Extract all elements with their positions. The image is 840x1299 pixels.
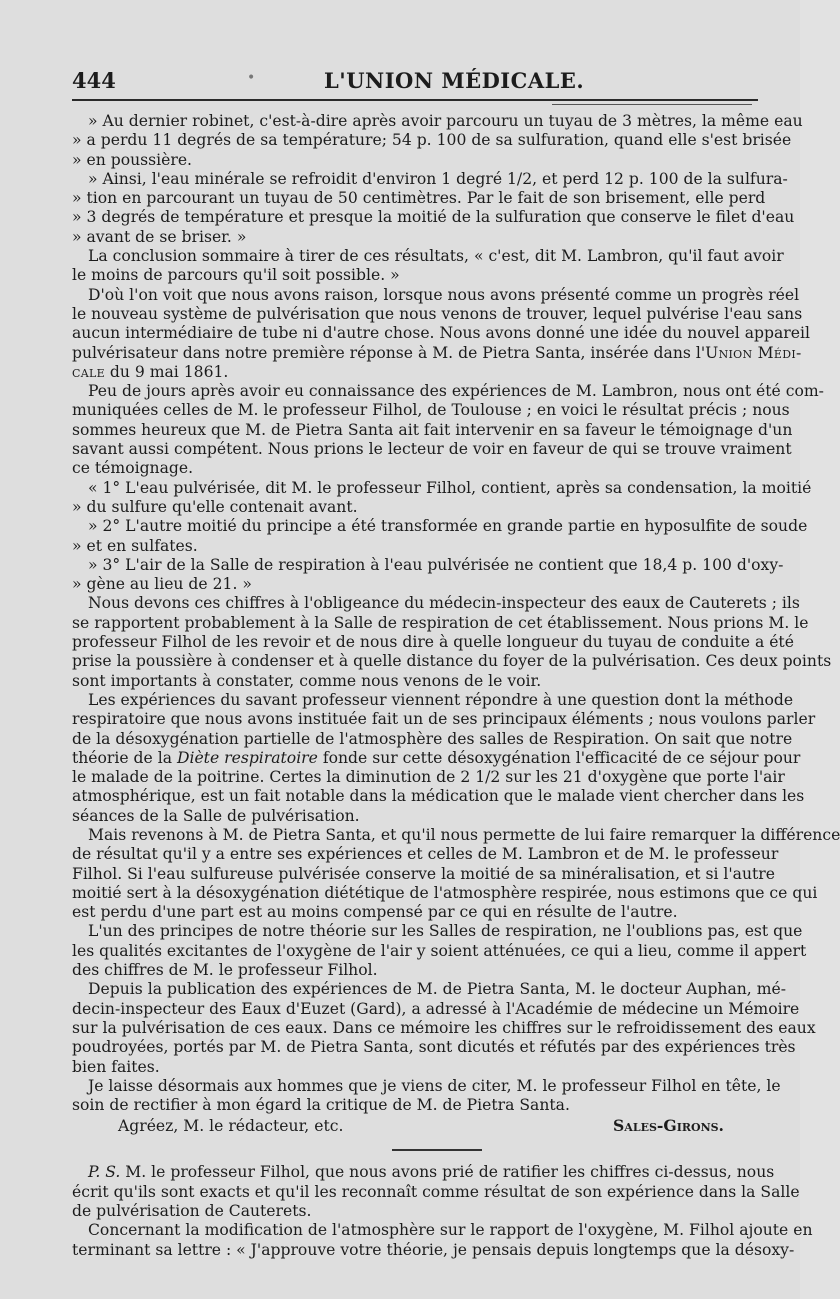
text-line: decin-inspecteur des Eaux d'Euzet (Gard), a adressé à l'Académie de médecine un Mémoire xyxy=(72,999,800,1018)
text-line: le malade de la poitrine. Certes la diminution de 2 1/2 sur les 21 d'oxygène que porte l'air xyxy=(72,768,785,787)
text-line: sur la pulvérisation de ces eaux. Dans ce mémoire les chiffres sur le refroidissement des eaux xyxy=(72,1018,816,1037)
text-line: le moins de parcours qu'il soit possible. » xyxy=(72,266,400,285)
text-line: Peu de jours après avoir eu connaissance des expériences de M. Lambron, nous ont été com- xyxy=(88,382,824,401)
text-line: poudroyées, portés par M. de Pietra Santa, sont dicutés et réfutés par des expériences très xyxy=(72,1038,796,1057)
text-line: bien faites. xyxy=(72,1057,160,1076)
text-line: » Ainsi, l'eau minérale se refroidit d'environ 1 degré 1/2, et perd 12 p. 100 de la sulfura- xyxy=(88,169,788,188)
italic-term: Diète respiratoire xyxy=(176,748,318,767)
text-line: Filhol. Si l'eau sulfureuse pulvérisée conserve la moitié de sa minéralisation, et si l'autre xyxy=(72,864,775,883)
text-run: du 9 mai 1861. xyxy=(104,362,229,381)
text-line: Je laisse désormais aux hommes que je viens de citer, M. le professeur Filhol en tête, le xyxy=(88,1076,781,1095)
text-line: » tion en parcourant un tuyau de 50 centimètres. Par le fait de son brisement, elle perd xyxy=(72,189,766,208)
closing-row xyxy=(72,1115,762,1137)
text-line: » gène au lieu de 21. » xyxy=(72,575,252,594)
text-line: » 3 degrés de température et presque la moitié de la sulfuration que conserve le filet d'eau xyxy=(72,208,795,227)
text-line: Mais revenons à M. de Pietra Santa, et qu'il nous permette de lui faire remarquer la différence xyxy=(88,825,840,844)
text-line: sont importants à constater, comme nous venons de le voir. xyxy=(72,671,542,690)
text-line xyxy=(72,363,762,382)
text-line: aucun intermédiaire de tube ni d'autre chose. Nous avons donné une idée du nouvel appareil xyxy=(72,324,810,343)
text-line: soin de rectifier à mon égard la critique de M. de Pietra Santa. xyxy=(72,1096,570,1115)
text-line: séances de la Salle de pulvérisation. xyxy=(72,806,360,825)
header-rule xyxy=(72,99,758,101)
text-line xyxy=(72,748,801,768)
text-line: de pulvérisation de Cauterets. xyxy=(72,1202,312,1221)
page-header xyxy=(72,62,762,92)
discussion xyxy=(72,768,840,1115)
journal-reference: cale xyxy=(72,362,105,381)
text-run: pulvérisateur dans notre première réponse à M. de Pietra Santa, insérée dans l' xyxy=(72,343,706,362)
text-line: des chiffres de M. le professeur Filhol. xyxy=(72,961,378,980)
text-run: M. le professeur Filhol, que nous avons prié de ratifier les chiffres ci-dessus, nous xyxy=(120,1163,775,1182)
text-line: savant aussi compétent. Nous prions le lecteur de voir en faveur de qui se trouve vraiment xyxy=(72,440,792,459)
text-line: » avant de se briser. » xyxy=(72,227,247,246)
text-line: est perdu d'une part est au moins compensé par ce qui en résulte de l'autre. xyxy=(72,903,678,922)
journal-reference: Union Médi- xyxy=(705,343,802,362)
text-line: L'un des principes de notre théorie sur les Salles de respiration, ne l'oublions pas, est que xyxy=(88,922,803,941)
article-body xyxy=(72,112,840,1260)
text-line: » Au dernier robinet, c'est-à-dire après avoir parcouru un tuyau de 3 mètres, la même eau xyxy=(88,112,803,130)
text-line xyxy=(72,343,802,363)
text-line: muniquées celles de M. le professeur Filhol, de Toulouse ; en voici le résultat précis ; nous xyxy=(72,401,790,420)
text-line: les qualités excitantes de l'oxygène de l'air y soient atténuées, ce qui a lieu, comme il appert xyxy=(72,941,807,960)
text-line: D'où l'on voit que nous avons raison, lorsque nous avons présenté comme un progrès réel xyxy=(88,285,800,304)
header-rule-secondary xyxy=(552,104,752,105)
page-number: 444 xyxy=(72,68,116,93)
text-line: » du sulfure qu'elle contenait avant. xyxy=(72,497,358,516)
text-line: » 3° L'air de la Salle de respiration à l'eau pulvérisée ne contient que 18,4 p. 100 d'oxy- xyxy=(88,555,784,574)
text-line: ce témoignage. xyxy=(72,459,194,478)
text-line: « 1° L'eau pulvérisée, dit M. le professeur Filhol, contient, après sa condensation, la moitié xyxy=(88,478,812,497)
section-divider xyxy=(392,1149,482,1151)
closing-formula: Agréez, M. le rédacteur, etc. xyxy=(118,1117,344,1136)
text-line: écrit qu'ils sont exacts et qu'il les reconnaît comme résultat de son expérience dans la Salle xyxy=(72,1182,800,1201)
quote-lambron xyxy=(72,112,810,382)
text-run: théorie de la xyxy=(72,748,177,767)
text-line: Nous devons ces chiffres à l'obligeance du médecin-inspecteur des eaux de Cauterets ; ils xyxy=(88,594,800,613)
text-line: Depuis la publication des expériences de M. de Pietra Santa, M. le docteur Auphan, mé- xyxy=(88,980,787,999)
ps-label: P. S. xyxy=(88,1163,121,1182)
text-line: se rapportent probablement à la Salle de respiration de cet établissement. Nous prions M. le xyxy=(72,613,809,632)
text-line: le nouveau système de pulvérisation que nous venons de trouver, lequel pulvérise l'eau sans xyxy=(72,304,803,323)
signature: Sales-Girons. xyxy=(613,1116,724,1136)
text-line: Les expériences du savant professeur viennent répondre à une question dont la méthode xyxy=(88,690,794,709)
text-line: » 2° L'autre moitié du principe a été transformée en grande partie en hyposulfite de soude xyxy=(88,517,808,536)
header-separator: • xyxy=(247,70,256,86)
text-line: » en poussière. xyxy=(72,150,192,169)
filhol-results xyxy=(72,382,832,768)
text-line: moitié sert à la désoxygénation diététique de l'atmosphère respirée, nous estimons que ce qui xyxy=(72,883,818,902)
text-line: prise la poussière à condenser et à quelle distance du foyer de la pulvérisation. Ces deux points xyxy=(72,652,832,671)
text-line xyxy=(72,1163,775,1182)
text-line: de la désoxygénation partielle de l'atmosphère des salles de Respiration. On sait que notre xyxy=(72,729,793,748)
text-line: respiratoire que nous avons instituée fait un de ses principaux éléments ; nous voulons parler xyxy=(72,710,816,729)
text-line: de résultat qu'il y a entre ses expériences et celles de M. Lambron et de M. le professeur xyxy=(72,845,779,864)
text-line: La conclusion sommaire à tirer de ces résultats, « c'est, dit M. Lambron, qu'il faut avoir xyxy=(88,247,784,266)
text-line: » et en sulfates. xyxy=(72,536,198,555)
text-line: terminant sa lettre : « J'approuve votre théorie, je pensais depuis longtemps que la désoxy- xyxy=(72,1240,795,1259)
text-line: professeur Filhol de les revoir et de nous dire à quelle longueur du tuyau de conduite a été xyxy=(72,633,794,652)
journal-title: L'UNION MÉDICALE. xyxy=(324,68,585,93)
text-line: sommes heureux que M. de Pietra Santa ait fait intervenir en sa faveur le témoignage d'un xyxy=(72,420,793,439)
postscript xyxy=(72,1163,813,1259)
text-line: atmosphérique, est un fait notable dans la médication que le malade vient chercher dans les xyxy=(72,787,805,806)
text-line: Concernant la modification de l'atmosphère sur le rapport de l'oxygène, M. Filhol ajoute en xyxy=(88,1221,813,1240)
text-line: » a perdu 11 degrés de sa température; 54 p. 100 de sa sulfuration, quand elle s'est brisée xyxy=(72,131,792,150)
text-run: fonde sur cette désoxygénation l'efficacité de ce séjour pour xyxy=(317,748,801,767)
